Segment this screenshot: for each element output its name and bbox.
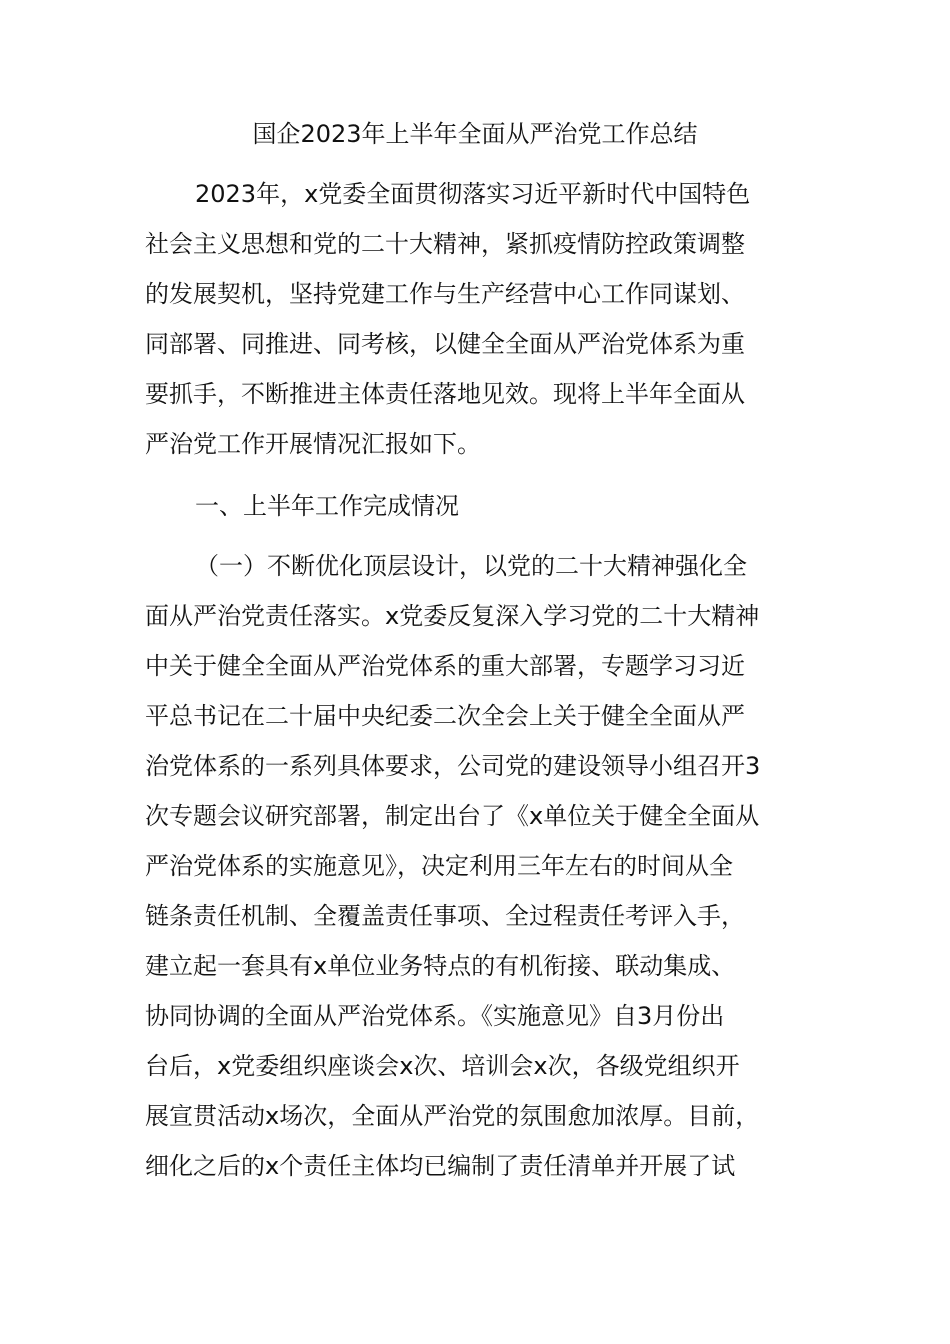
section-heading: 一、上半年工作完成情况 xyxy=(195,492,459,520)
body-line-8: 链条责任机制、全覆盖责任事项、全过程责任考评入手， xyxy=(145,902,745,930)
body-line-5: 治党体系的一系列具体要求，公司党的建设领导小组召开3 xyxy=(145,752,761,780)
body-line-4: 平总书记在二十届中央纪委二次全会上关于健全全面从严 xyxy=(145,702,745,730)
intro-line-4: 同部署、同推进、同考核，以健全全面从严治党体系为重 xyxy=(145,330,745,358)
body-line-7: 严治党体系的实施意见》，决定利用三年左右的时间从全 xyxy=(145,852,733,880)
intro-line-6: 严治党工作开展情况汇报如下。 xyxy=(145,430,481,458)
body-line-11: 台后，x党委组织座谈会x次、培训会x次，各级党组织开 xyxy=(145,1052,740,1080)
body-line-12: 展宣贯活动x场次，全面从严治党的氛围愈加浓厚。目前， xyxy=(145,1102,760,1130)
body-line-3: 中关于健全全面从严治党体系的重大部署，专题学习习近 xyxy=(145,652,745,680)
intro-line-5: 要抓手，不断推进主体责任落地见效。现将上半年全面从 xyxy=(145,380,745,408)
body-line-6: 次专题会议研究部署，制定出台了《x单位关于健全全面从 xyxy=(145,802,760,830)
body-line-13: 细化之后的x个责任主体均已编制了责任清单并开展了试 xyxy=(145,1152,736,1180)
intro-line-1: 2023年，x党委全面贯彻落实习近平新时代中国特色 xyxy=(195,180,751,208)
body-line-1: （一）不断优化顶层设计，以党的二十大精神强化全 xyxy=(195,552,747,580)
body-line-2: 面从严治党责任落实。x党委反复深入学习党的二十大精神 xyxy=(145,602,760,630)
document-title: 国企2023年上半年全面从严治党工作总结 xyxy=(252,120,698,148)
body-line-9: 建立起一套具有x单位业务特点的有机衔接、联动集成、 xyxy=(145,952,736,980)
body-line-10: 协同协调的全面从严治党体系。《实施意见》自3月份出 xyxy=(145,1002,725,1030)
intro-line-3: 的发展契机，坚持党建工作与生产经营中心工作同谋划、 xyxy=(145,280,745,308)
intro-line-2: 社会主义思想和党的二十大精神，紧抓疫情防控政策调整 xyxy=(145,230,745,258)
